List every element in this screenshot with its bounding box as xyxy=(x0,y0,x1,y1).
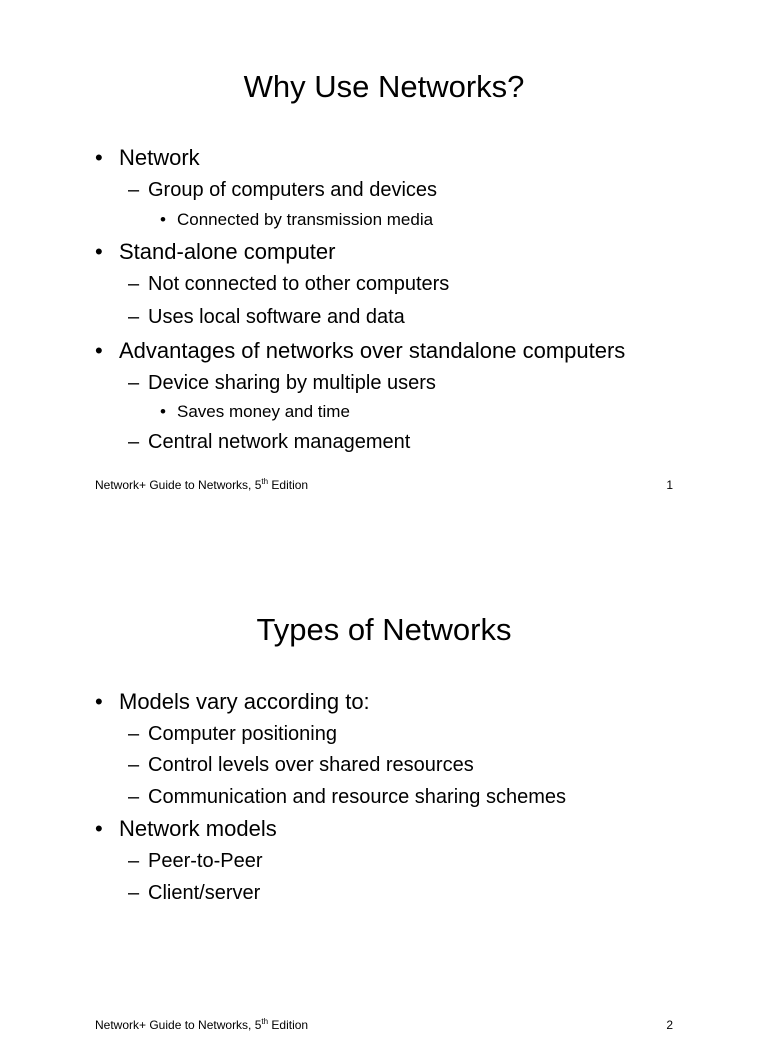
bullet-text: Advantages of networks over standalone computers xyxy=(119,338,626,363)
dash-icon: – xyxy=(128,431,140,453)
sub-bullet-text: Communication and resource sharing schemes xyxy=(148,786,566,808)
slide-title: Types of Networks xyxy=(256,612,512,647)
slide-2 xyxy=(0,540,768,1052)
bullet-text: Network xyxy=(119,145,200,170)
sub-bullet-text: Group of computers and devices xyxy=(148,179,438,201)
slide-1 xyxy=(0,0,768,512)
bullet-text: Stand-alone computer xyxy=(119,239,336,264)
dash-icon: – xyxy=(128,786,140,808)
sub-bullet-text: Uses local software and data xyxy=(148,306,405,328)
bullet-dot-icon: • xyxy=(160,402,166,421)
footer-book-title: Network+ Guide to Networks, 5th Edition xyxy=(95,1017,309,1032)
slide-title: Why Use Networks? xyxy=(243,69,525,104)
dash-icon: – xyxy=(128,273,140,295)
sub-sub-bullet-text: Connected by transmission media xyxy=(177,210,434,229)
bullet-dot-icon: • xyxy=(160,210,166,229)
dash-icon: – xyxy=(128,754,140,776)
footer-page-number: 1 xyxy=(666,478,673,492)
bullet-dot-icon: • xyxy=(95,338,103,363)
bullet-dot-icon: • xyxy=(95,816,103,841)
footer-page-number: 2 xyxy=(666,1018,673,1032)
sub-sub-bullet-text: Saves money and time xyxy=(177,402,350,421)
bullet-text: Network models xyxy=(119,816,277,841)
bullet-dot-icon: • xyxy=(95,689,103,714)
sub-bullet-text: Control levels over shared resources xyxy=(148,754,474,776)
bullet-dot-icon: • xyxy=(95,239,103,264)
dash-icon: – xyxy=(128,850,140,872)
footer-book-title: Network+ Guide to Networks, 5th Edition xyxy=(95,477,309,492)
bullet-dot-icon: • xyxy=(95,145,103,170)
dash-icon: – xyxy=(128,723,140,745)
dash-icon: – xyxy=(128,306,140,328)
sub-bullet-text: Computer positioning xyxy=(148,723,337,745)
sub-bullet-text: Not connected to other computers xyxy=(148,273,450,295)
dash-icon: – xyxy=(128,882,140,904)
sub-bullet-text: Peer-to-Peer xyxy=(148,850,263,872)
sub-bullet-text: Central network management xyxy=(148,431,411,453)
dash-icon: – xyxy=(128,179,140,201)
dash-icon: – xyxy=(128,372,140,394)
bullet-text: Models vary according to: xyxy=(119,689,370,714)
sub-bullet-text: Device sharing by multiple users xyxy=(148,372,436,394)
sub-bullet-text: Client/server xyxy=(148,882,261,904)
